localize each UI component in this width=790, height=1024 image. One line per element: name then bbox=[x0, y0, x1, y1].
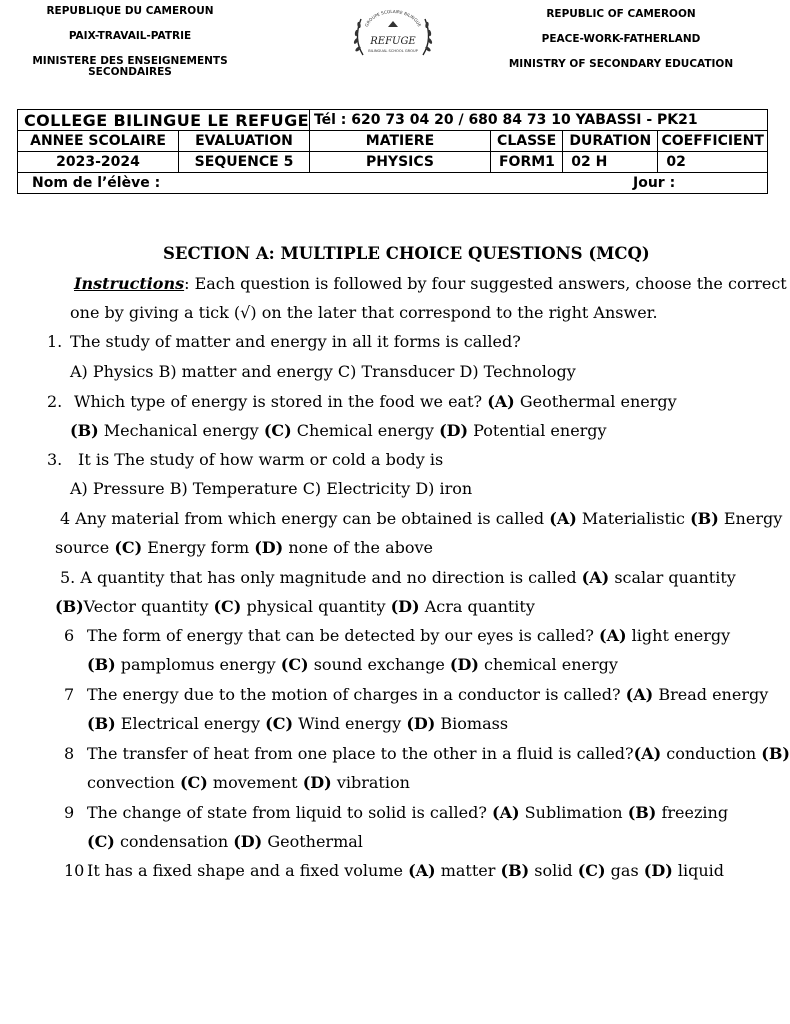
question-7-line-2: (B) Electrical energy (C) Wind energy (D) Biomass bbox=[87, 714, 509, 733]
question-6-number: 6 bbox=[64, 626, 75, 645]
day-label: Jour : bbox=[633, 175, 676, 191]
question-2-number: 2. bbox=[47, 392, 63, 411]
value-class: FORM1 bbox=[490, 152, 562, 173]
school-telephone: Tél : 620 73 04 20 / 680 84 73 10 YABASSI - PK21 bbox=[309, 110, 767, 131]
student-name-label: Nom de l’élève : bbox=[32, 175, 161, 191]
question-4-line-1: 4 Any material from which energy can be obtained is called (A) Materialistic (B) Energy bbox=[60, 509, 783, 528]
ministry-fr: MINISTERE DES ENSEIGNEMENTS bbox=[32, 55, 228, 67]
question-9-line-1: The change of state from liquid to solid is called? (A) Sublimation (B) freezing bbox=[87, 803, 729, 822]
value-row bbox=[18, 152, 768, 173]
ministry-fr-clip bbox=[10, 55, 250, 78]
col-header-class: CLASSE bbox=[490, 131, 562, 152]
ministry-fr-cont: SECONDAIRES bbox=[88, 66, 172, 78]
question-8-line-2: convection (C) movement (D) vibration bbox=[87, 773, 410, 792]
motto-fr: PAIX-TRAVAIL-PATRIE bbox=[68, 30, 192, 42]
header-row bbox=[18, 131, 768, 152]
value-evaluation: SEQUENCE 5 bbox=[179, 152, 310, 173]
instructions-label: Instructions bbox=[74, 274, 185, 293]
question-1-text: The study of matter and energy in all it forms is called? bbox=[70, 332, 521, 351]
question-4-line-2: source (C) Energy form (D) none of the above bbox=[55, 538, 433, 557]
question-2-line-1: Which type of energy is stored in the food we eat? (A) Geothermal energy bbox=[74, 392, 677, 411]
school-row bbox=[18, 110, 768, 131]
question-3-options: A) Pressure B) Temperature C) Electricity D) iron bbox=[70, 479, 473, 498]
question-9-line-2: (C) condensation (D) Geothermal bbox=[87, 832, 363, 851]
logo-arc-text: GROUPE SCOLAIRE BILINGUE bbox=[363, 9, 423, 28]
logo-sub-text: BILINGUAL SCHOOL GROUP bbox=[368, 49, 418, 53]
value-duration: 02 H bbox=[563, 152, 658, 173]
question-2-line-2: (B) Mechanical energy (C) Chemical energy (D) Potential energy bbox=[70, 421, 607, 440]
question-9-number: 9 bbox=[64, 803, 75, 822]
col-header-subject: MATIERE bbox=[309, 131, 490, 152]
school-name: COLLEGE BILINGUE LE REFUGE bbox=[18, 110, 310, 131]
col-header-year: ANNEE SCOLAIRE bbox=[18, 131, 179, 152]
instructions-line-2: one by giving a tick (√) on the later that correspond to the right Answer. bbox=[70, 303, 658, 322]
school-logo bbox=[349, 9, 437, 65]
republic-en: REPUBLIC OF CAMEROON bbox=[546, 8, 696, 20]
col-header-duration: DURATION bbox=[563, 131, 658, 152]
question-10-line-1: It has a fixed shape and a fixed volume (A) matter (B) solid (C) gas (D) liquid bbox=[87, 861, 724, 880]
question-6-line-2: (B) pamplomus energy (C) sound exchange (D) chemical energy bbox=[87, 655, 618, 674]
question-1-number: 1. bbox=[47, 332, 63, 351]
value-year: 2023-2024 bbox=[18, 152, 179, 173]
question-6-line-1: The form of energy that can be detected by our eyes is called? (A) light energy bbox=[87, 626, 731, 645]
question-5-line-2: (B)Vector quantity (C) physical quantity (D) Acra quantity bbox=[55, 597, 535, 616]
value-subject: PHYSICS bbox=[309, 152, 490, 173]
section-title: SECTION A: MULTIPLE CHOICE QUESTIONS (MCQ) bbox=[163, 244, 650, 263]
exam-info-table bbox=[17, 109, 768, 194]
republic-fr: REPUBLIQUE DU CAMEROUN bbox=[46, 5, 214, 17]
question-1-options: A) Physics B) matter and energy C) Transducer D) Technology bbox=[70, 362, 576, 381]
col-header-coefficient: COEFFICIENT bbox=[658, 131, 768, 152]
question-3-number: 3. bbox=[47, 450, 63, 469]
question-7-line-1: The energy due to the motion of charges in a conductor is called? (A) Bread energy bbox=[87, 685, 769, 704]
motto-en: PEACE-WORK-FATHERLAND bbox=[541, 33, 701, 45]
question-8-number: 8 bbox=[64, 744, 75, 763]
question-3-text: It is The study of how warm or cold a body is bbox=[78, 450, 444, 469]
logo-name: REFUGE bbox=[370, 36, 416, 47]
question-5-line-1: 5. A quantity that has only magnitude and no direction is called (A) scalar quantity bbox=[60, 568, 736, 587]
ministry-en: MINISTRY OF SECONDARY EDUCATION bbox=[508, 58, 734, 70]
question-10-number: 10 bbox=[64, 861, 85, 880]
value-coefficient: 02 bbox=[658, 152, 768, 173]
student-row bbox=[18, 173, 768, 194]
question-8-line-1: The transfer of heat from one place to the other in a fluid is called?(A) conduction (B) bbox=[87, 744, 790, 763]
instructions-line-1: Instructions: Each question is followed by four suggested answers, choose the correct bbox=[74, 274, 787, 293]
question-7-number: 7 bbox=[64, 685, 75, 704]
student-cell[interactable] bbox=[18, 173, 768, 194]
col-header-evaluation: EVALUATION bbox=[179, 131, 310, 152]
